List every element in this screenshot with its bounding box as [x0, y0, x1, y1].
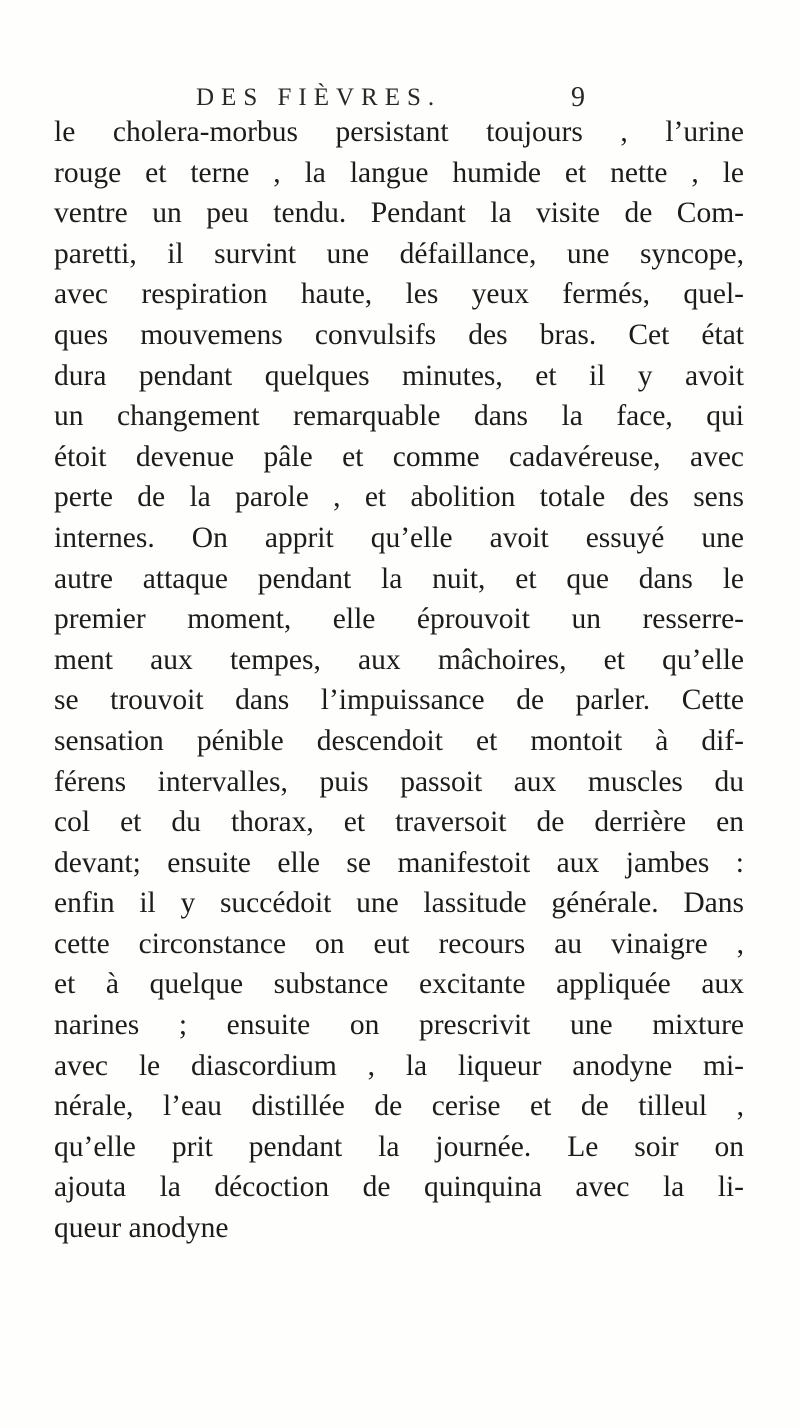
text-line: devant; ensuite elle se manifestoit aux jambes : — [54, 846, 744, 879]
text-line: ment aux tempes, aux mâchoires, et qu’elle — [54, 643, 744, 676]
text-line: avec le diascordium , la liqueur anodyne mi- — [54, 1049, 744, 1082]
text-line: autre attaque pendant la nuit, et que dans le — [54, 562, 744, 595]
text-line: rouge et terne , la langue humide et nette , le — [54, 156, 744, 189]
text-line: sensation pénible descendoit et montoit à dif- — [54, 724, 744, 757]
text-line: un changement remarquable dans la face, qui — [54, 400, 744, 433]
text-line: avec respiration haute, les yeux fermés, quel- — [54, 278, 744, 311]
text-line: queur anodyne — [54, 1212, 229, 1245]
text-line: férens intervalles, puis passoit aux muscles du — [54, 765, 744, 798]
page-number: 9 — [571, 82, 585, 113]
text-line: internes. On apprit qu’elle avoit essuyé une — [54, 521, 744, 554]
text-line: dura pendant quelques minutes, et il y avoit — [54, 359, 744, 392]
text-line: et à quelque substance excitante appliquée aux — [54, 968, 744, 1001]
text-line: étoit devenue pâle et comme cadavéreuse, avec — [54, 440, 744, 473]
text-line: perte de la parole , et abolition totale des sens — [54, 481, 744, 514]
text-line: nérale, l’eau distillée de cerise et de tilleul , — [54, 1090, 744, 1123]
text-line: qu’elle prit pendant la journée. Le soir on — [54, 1130, 744, 1163]
text-line: se trouvoit dans l’impuissance de parler. Cette — [54, 684, 744, 717]
text-line: paretti, il survint une défaillance, une syncope, — [54, 237, 744, 270]
text-line: enfin il y succédoit une lassitude générale. Dans — [54, 887, 744, 920]
text-line: ques mouvemens convulsifs des bras. Cet état — [54, 318, 744, 351]
body-text — [54, 112, 744, 1249]
running-title: DES FIÈVRES. — [196, 84, 442, 111]
text-line: le cholera-morbus persistant toujours , l’urine — [54, 116, 744, 148]
text-line: ajouta la décoction de quinquina avec la li- — [54, 1171, 744, 1204]
text-line: narines ; ensuite on prescrivit une mixture — [54, 1009, 744, 1042]
text-line: ventre un peu tendu. Pendant la visite de Com- — [54, 197, 744, 230]
text-line: cette circonstance on eut recours au vinaigre , — [54, 927, 744, 960]
text-line: premier moment, elle éprouvoit un resserre- — [54, 603, 744, 636]
text-line: col et du thorax, et traversoit de derrière en — [54, 806, 744, 839]
